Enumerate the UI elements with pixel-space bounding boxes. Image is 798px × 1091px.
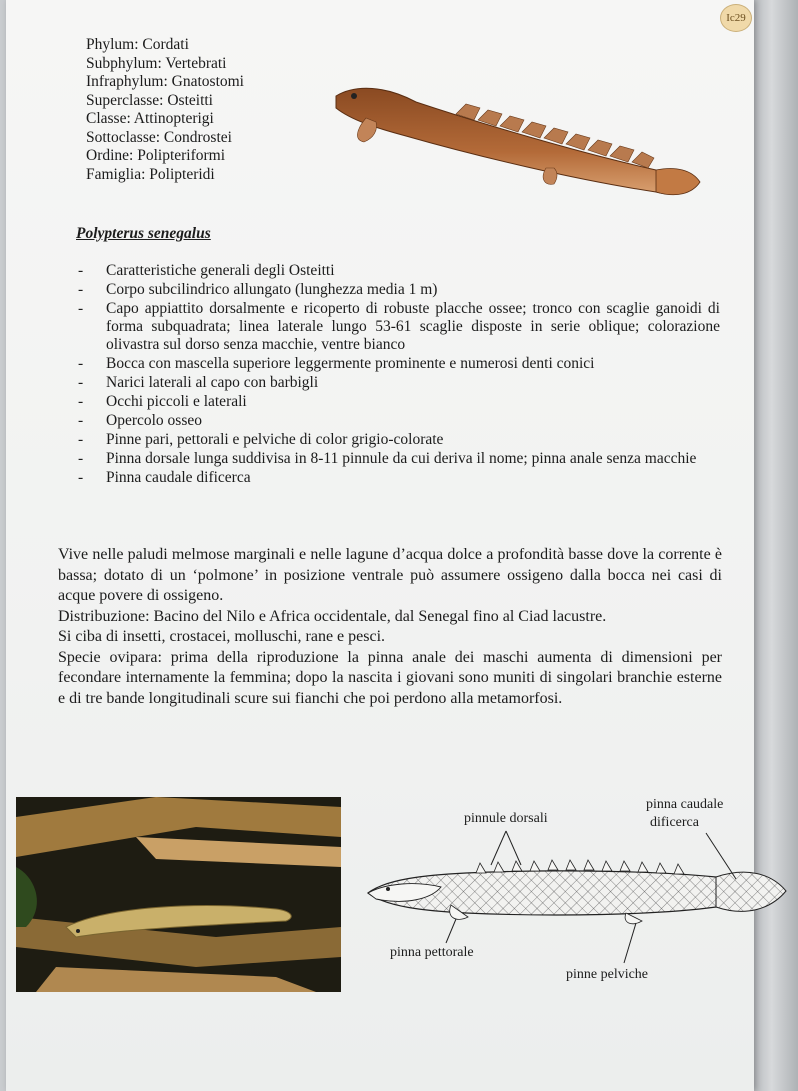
- label-pinna-pettorale: pinna pettorale: [390, 945, 474, 960]
- list-item: - Caratteristiche generali degli Osteitti: [70, 262, 720, 280]
- document-page: [6, 0, 754, 1091]
- feature-text: Pinna caudale dificerca: [106, 469, 251, 486]
- description-paragraph: Distribuzione: Bacino del Nilo e Africa occidentale, dal Senegal fino al Ciad lacustre.: [58, 607, 607, 625]
- taxonomy-line: Subphylum: Vertebrati: [86, 54, 227, 72]
- taxonomy-line: Sottoclasse: Condrostei: [86, 128, 232, 146]
- taxonomy-line: Phylum: Cordati: [86, 36, 189, 53]
- feature-text: Corpo subcilindrico allungato (lunghezza media 1 m): [106, 281, 438, 298]
- page-label: Ic29: [720, 4, 752, 32]
- description-paragraph: Vive nelle paludi melmose marginali e nelle lagune d’acqua dolce a profondità basse dove la corrente è bassa; dotato di un ‘polmone’ in posizione ventrale può assumere ossigeno dalla bocca nei casi di acque povere di ossigeno.: [58, 546, 722, 604]
- species-title: Polypterus senegalus: [76, 225, 211, 242]
- taxonomy-list: [86, 36, 244, 184]
- list-item: - Pinna dorsale lunga suddivisa in 8-11 pinnule da cui deriva il nome; pinna anale senza macchie: [70, 450, 720, 468]
- fish-photo: [16, 797, 341, 992]
- taxonomy-line: Ordine: Polipteriformi: [86, 147, 226, 164]
- feature-text: Bocca con mascella superiore leggermente prominente e numerosi denti conici: [106, 355, 595, 372]
- label-pinna-caudale: pinna caudale: [646, 797, 724, 812]
- feature-text: Pinna dorsale lunga suddivisa in 8-11 pinnule da cui deriva il nome; pinna anale senza macchie: [106, 450, 697, 467]
- feature-text: Opercolo osseo: [106, 412, 202, 429]
- list-item: - Capo appiattito dorsalmente e ricoperto di robuste placche ossee; tronco con scaglie ganoidi di forma subquadrata; linea laterale lungo 53-61 scaglie disposte in serie oblique; colorazione olivastra sul dorso senza macchie, ventre bianco: [78, 300, 720, 353]
- feature-text: Pinne pari, pettorali e pelviche di color grigio-colorate: [106, 431, 444, 448]
- fish-illustration: [326, 78, 706, 208]
- list-item: - Pinne pari, pettorali e pelviche di color grigio-colorate: [70, 431, 720, 449]
- fish-diagram: [356, 795, 796, 995]
- description-block: [58, 545, 722, 709]
- list-item: - Narici laterali al capo con barbigli: [70, 374, 720, 392]
- features-list: [70, 262, 720, 488]
- description-paragraph: Specie ovipara: prima della riproduzione la pinna anale dei maschi aumenta di dimensioni per fecondare internamente la femmina; dopo la nascita i giovani sono muniti di singolari branchie esterne e di tre bande longitudinali scure sui fianchi che poi perdono alla metamorfosi.: [58, 648, 722, 707]
- feature-text: Occhi piccoli e laterali: [106, 393, 247, 410]
- list-item: - Bocca con mascella superiore leggermente prominente e numerosi denti conici: [70, 355, 720, 373]
- list-item: - Opercolo osseo: [70, 412, 720, 430]
- label-dificerca: dificerca: [650, 815, 699, 830]
- label-pinnule-dorsali: pinnule dorsali: [464, 811, 548, 826]
- taxonomy-line: Superclasse: Osteitti: [86, 91, 213, 109]
- feature-text: Capo appiattito dorsalmente e ricoperto di robuste placche ossee; tronco con scaglie ganoidi di forma subquadrata; linea laterale lungo 53-61 scaglie disposte in serie oblique; colorazione olivastra sul dorso senza macchie, ventre bianco: [106, 300, 720, 353]
- list-item: - Pinna caudale dificerca: [70, 469, 720, 487]
- label-pinne-pelviche: pinne pelviche: [566, 967, 649, 982]
- taxonomy-line: Famiglia: Polipteridi: [86, 165, 215, 183]
- taxonomy-line: Infraphylum: Gnatostomi: [86, 73, 244, 90]
- description-paragraph: Si ciba di insetti, crostacei, molluschi, rane e pesci.: [58, 628, 386, 645]
- taxonomy-line: Classe: Attinopterigi: [86, 110, 214, 127]
- feature-text: Narici laterali al capo con barbigli: [106, 374, 319, 391]
- list-item: - Corpo subcilindrico allungato (lunghezza media 1 m): [70, 281, 720, 299]
- feature-text: Caratteristiche generali degli Osteitti: [106, 262, 335, 279]
- list-item: - Occhi piccoli e laterali: [70, 393, 720, 411]
